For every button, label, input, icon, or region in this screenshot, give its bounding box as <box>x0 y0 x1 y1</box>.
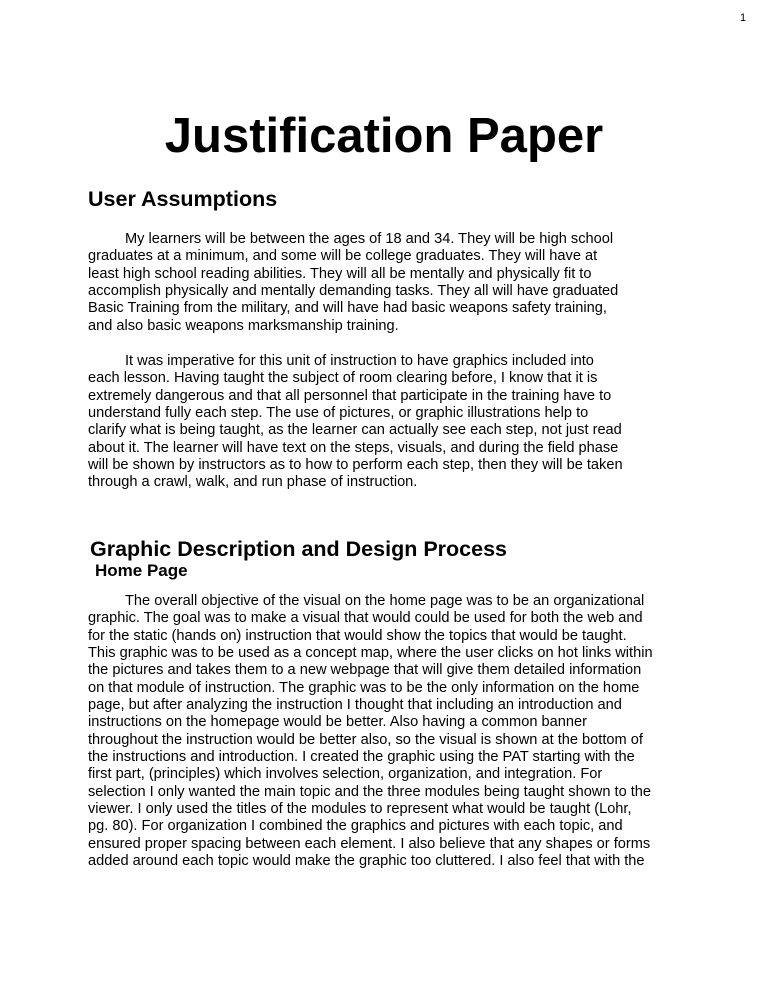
text-line: It was imperative for this unit of instruction to have graphics included into <box>125 353 594 369</box>
paragraph <box>88 231 748 335</box>
text-line: This graphic was to be used as a concept map, where the user clicks on hot links within <box>88 645 653 662</box>
text-line: accomplish physically and mentally demanding tasks. They all will have graduated <box>88 283 619 300</box>
text-line: My learners will be between the ages of 18 and 34. They will be high school <box>125 231 614 247</box>
text-line: the instructions and introduction. I created the graphic using the PAT starting with the <box>88 749 635 766</box>
text-line: first part, (principles) which involves selection, organization, and integration. For <box>88 766 603 783</box>
text-line: added around each topic would make the graphic too cluttered. I also feel that with the <box>88 853 645 870</box>
text-line: through a crawl, walk, and run phase of instruction. <box>88 474 418 491</box>
text-line: selection I only wanted the main topic and the three modules being taught shown to the <box>88 783 652 800</box>
text-line: least high school reading abilities. They will all be mentally and physically fit to <box>88 265 592 282</box>
subheading-home-page: Home Page <box>95 561 188 580</box>
text-line: extremely dangerous and that all personnel that participate in the training have to <box>88 387 612 404</box>
text-line: pg. 80). For organization I combined the graphics and pictures with each topic, and <box>88 818 623 835</box>
document-title: Justification Paper <box>164 109 604 163</box>
text-line: and also basic weapons marksmanship training. <box>88 317 399 334</box>
text-line: The overall objective of the visual on the home page was to be an organizational <box>125 593 645 609</box>
text-line: understand fully each step. The use of pictures, or graphic illustrations help to <box>88 405 589 422</box>
text-line: graduates at a minimum, and some will be college graduates. They will have at <box>88 248 598 265</box>
text-line: instructions on the homepage would be better. Also having a common banner <box>88 714 587 731</box>
text-line: for the static (hands on) instruction that would show the topics that would be taught. <box>88 627 627 644</box>
paragraph <box>88 593 748 871</box>
text-line: about it. The learner will have text on the steps, visuals, and during the field phase <box>88 439 619 456</box>
text-line: on that module of instruction. The graphic was to be the only information on the home <box>88 679 640 696</box>
text-line: each lesson. Having taught the subject of room clearing before, I know that it is <box>88 370 598 387</box>
paragraph <box>88 353 748 492</box>
page-number: 1 <box>740 12 747 24</box>
text-line: ensured proper spacing between each element. I also believe that any shapes or forms <box>88 835 651 852</box>
section-heading-user-assumptions: User Assumptions <box>88 187 278 211</box>
section-heading-graphic-description: Graphic Description and Design Process <box>90 537 507 561</box>
text-line: viewer. I only used the titles of the modules to represent what would be taught (Lohr, <box>88 801 632 818</box>
text-line: Basic Training from the military, and will have had basic weapons safety training, <box>88 300 607 317</box>
text-line: the pictures and takes them to a new webpage that will give them detailed information <box>88 662 642 679</box>
text-line: page, but after analyzing the instruction I thought that including an introduction and <box>88 697 622 714</box>
text-line: throughout the instruction would be better also, so the visual is shown at the bottom of <box>88 731 643 748</box>
text-line: clarify what is being taught, as the learner can actually see each step, not just read <box>88 422 622 439</box>
text-line: graphic. The goal was to make a visual that would could be used for both the web and <box>88 610 643 627</box>
text-line: will be shown by instructors as to how to perform each step, then they will be taken <box>88 457 623 474</box>
